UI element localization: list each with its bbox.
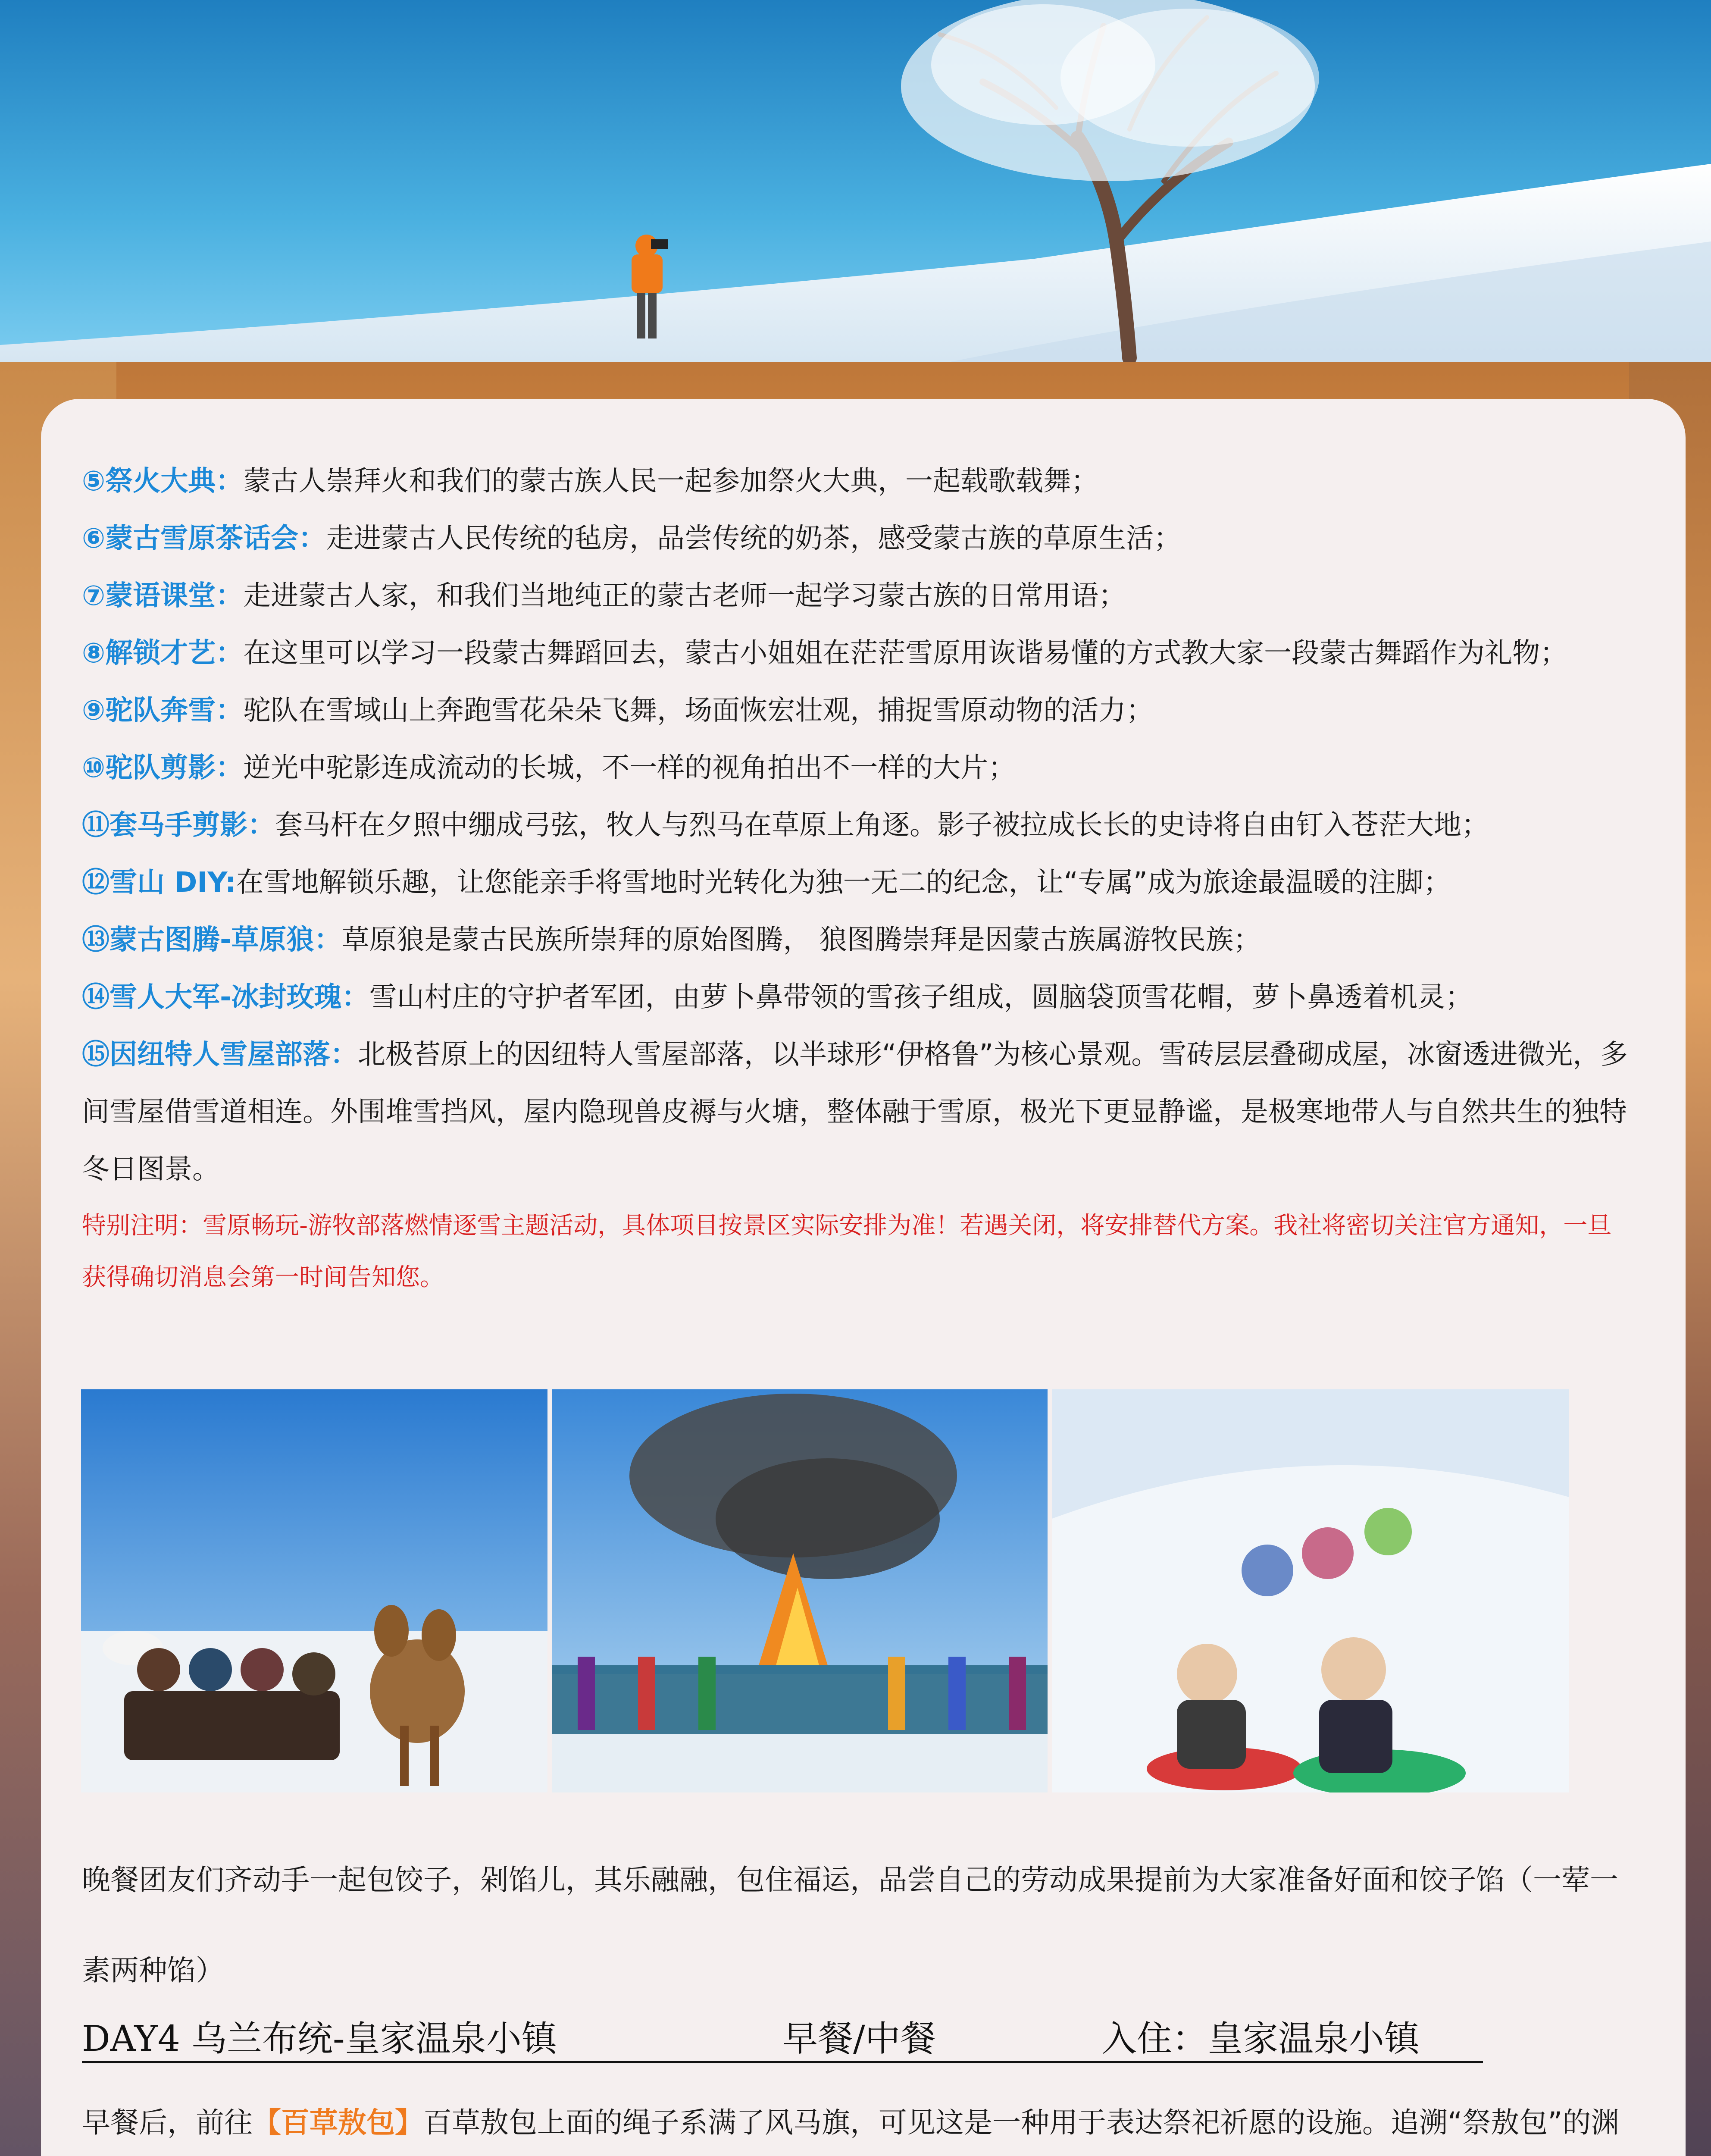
activity-title: ⑫雪山 DIY:	[82, 867, 236, 899]
activity-title: ⑥蒙古雪原茶话会：	[82, 523, 326, 555]
activity-desc: 草原狼是蒙古民族所崇拜的原始图腾， 狼图腾崇拜是因蒙古族属游牧民族；	[341, 924, 1261, 956]
after-post: 百草敖包上面的绳子系满了风马旗，可见这是一种用于表达祭祀祈愿的设施。追溯“祭敖包”的渊	[423, 2106, 1620, 2139]
after-breakfast-paragraph	[82, 2093, 1638, 2156]
activity-desc: 在这里可以学习一段蒙古舞蹈回去，蒙古小姐姐在茫茫雪原用诙谐易懂的方式教大家一段蒙古舞蹈作为礼物；	[243, 637, 1568, 669]
dinner-paragraph: 晚餐团友们齐动手一起包饺子，剁馅儿，其乐融融，包住福运，品尝自己的劳动成果提前为大家准备好面和饺子馅（一荤一素两种馅）	[82, 1863, 1618, 1987]
activity-desc: 在雪地解锁乐趣，让您能亲手将雪地时光转化为独一无二的纪念，让“专属”成为旅途最温暖的注脚；	[236, 867, 1451, 899]
activity-title: ⑪套马手剪影：	[82, 809, 275, 841]
activity-list	[82, 453, 1634, 1304]
activity-item	[82, 797, 1634, 854]
activity-title: ⑤祭火大典：	[82, 465, 244, 497]
day-title: DAY4 乌兰布统-皇家温泉小镇	[82, 2018, 557, 2059]
activity-desc: 逆光中驼影连成流动的长城，不一样的视角拍出不一样的大片；	[243, 752, 1016, 784]
activity-desc: 套马杆在夕照中绷成弓弦，牧人与烈马在草原上角逐。影子被拉成长长的史诗将自由钉入苍茫大地；	[275, 809, 1489, 841]
activity-title: ⑧解锁才艺：	[82, 637, 244, 669]
activity-item	[82, 510, 1634, 567]
activity-item	[82, 625, 1634, 682]
activity-desc: 蒙古人崇拜火和我们的蒙古族人民一起参加祭火大典，一起载歌载舞；	[243, 465, 1099, 497]
hero-image	[0, 0, 1711, 362]
activity-title: ⑮因纽特人雪屋部落：	[82, 1039, 358, 1071]
activity-item	[82, 682, 1634, 740]
day-meals: 早餐/中餐	[782, 2018, 936, 2059]
day-header	[82, 2007, 1483, 2063]
activity-item	[82, 969, 1634, 1026]
camel-sled-photo	[81, 1389, 547, 1792]
activity-title: ⑨驼队奔雪：	[82, 695, 244, 727]
activity-title: ⑭雪人大军-冰封玫瑰：	[82, 981, 369, 1013]
bonfire-ceremony-photo	[552, 1389, 1048, 1792]
activity-desc: 北极苔原上的因纽特人雪屋部落，以半球形“伊格鲁”为核心景观。雪砖层层叠砌成屋，冰窗透进微光，多间雪屋借雪道相连。外围堆雪挡风，屋内隐现兽皮褥与火塘，整体融于雪原，极光下更显静谧，是极寒地带人与自然共生的独特冬日图景。	[82, 1039, 1628, 1185]
activity-title: ⑦蒙语课堂：	[82, 580, 244, 612]
day-stay: 入住：皇家温泉小镇	[1101, 2018, 1420, 2059]
activity-item	[82, 567, 1634, 625]
activity-item	[82, 1026, 1634, 1198]
activity-desc: 走进蒙古人民传统的毡房，品尝传统的奶茶，感受蒙古族的草原生活；	[326, 523, 1182, 555]
highlight-oboo: 【百草敖包】	[253, 2106, 423, 2139]
activity-item	[82, 912, 1634, 969]
activity-title: ⑩驼队剪影：	[82, 752, 244, 784]
after-pre: 早餐后，前往	[82, 2106, 253, 2139]
activity-desc: 驼队在雪域山上奔跑雪花朵朵飞舞，场面恢宏壮观，捕捉雪原动物的活力；	[243, 695, 1154, 727]
activity-item	[82, 740, 1634, 797]
activity-desc: 雪山村庄的守护者军团，由萝卜鼻带领的雪孩子组成，圆脑袋顶雪花帽，萝卜鼻透着机灵；	[369, 981, 1473, 1013]
activity-desc: 走进蒙古人家，和我们当地纯正的蒙古老师一起学习蒙古族的日常用语；	[243, 580, 1126, 612]
special-note: 特别注明：雪原畅玩-游牧部落燃情逐雪主题活动，具体项目按景区实际安排为准！若遇关闭，将安排替代方案。我社将密切关注官方通知，一旦获得确切消息会第一时间告知您。	[82, 1212, 1612, 1291]
activity-item	[82, 854, 1634, 912]
activity-title: ⑬蒙古图腾-草原狼：	[82, 924, 342, 956]
snow-tubing-photo	[1052, 1389, 1569, 1792]
activity-item	[82, 453, 1634, 510]
